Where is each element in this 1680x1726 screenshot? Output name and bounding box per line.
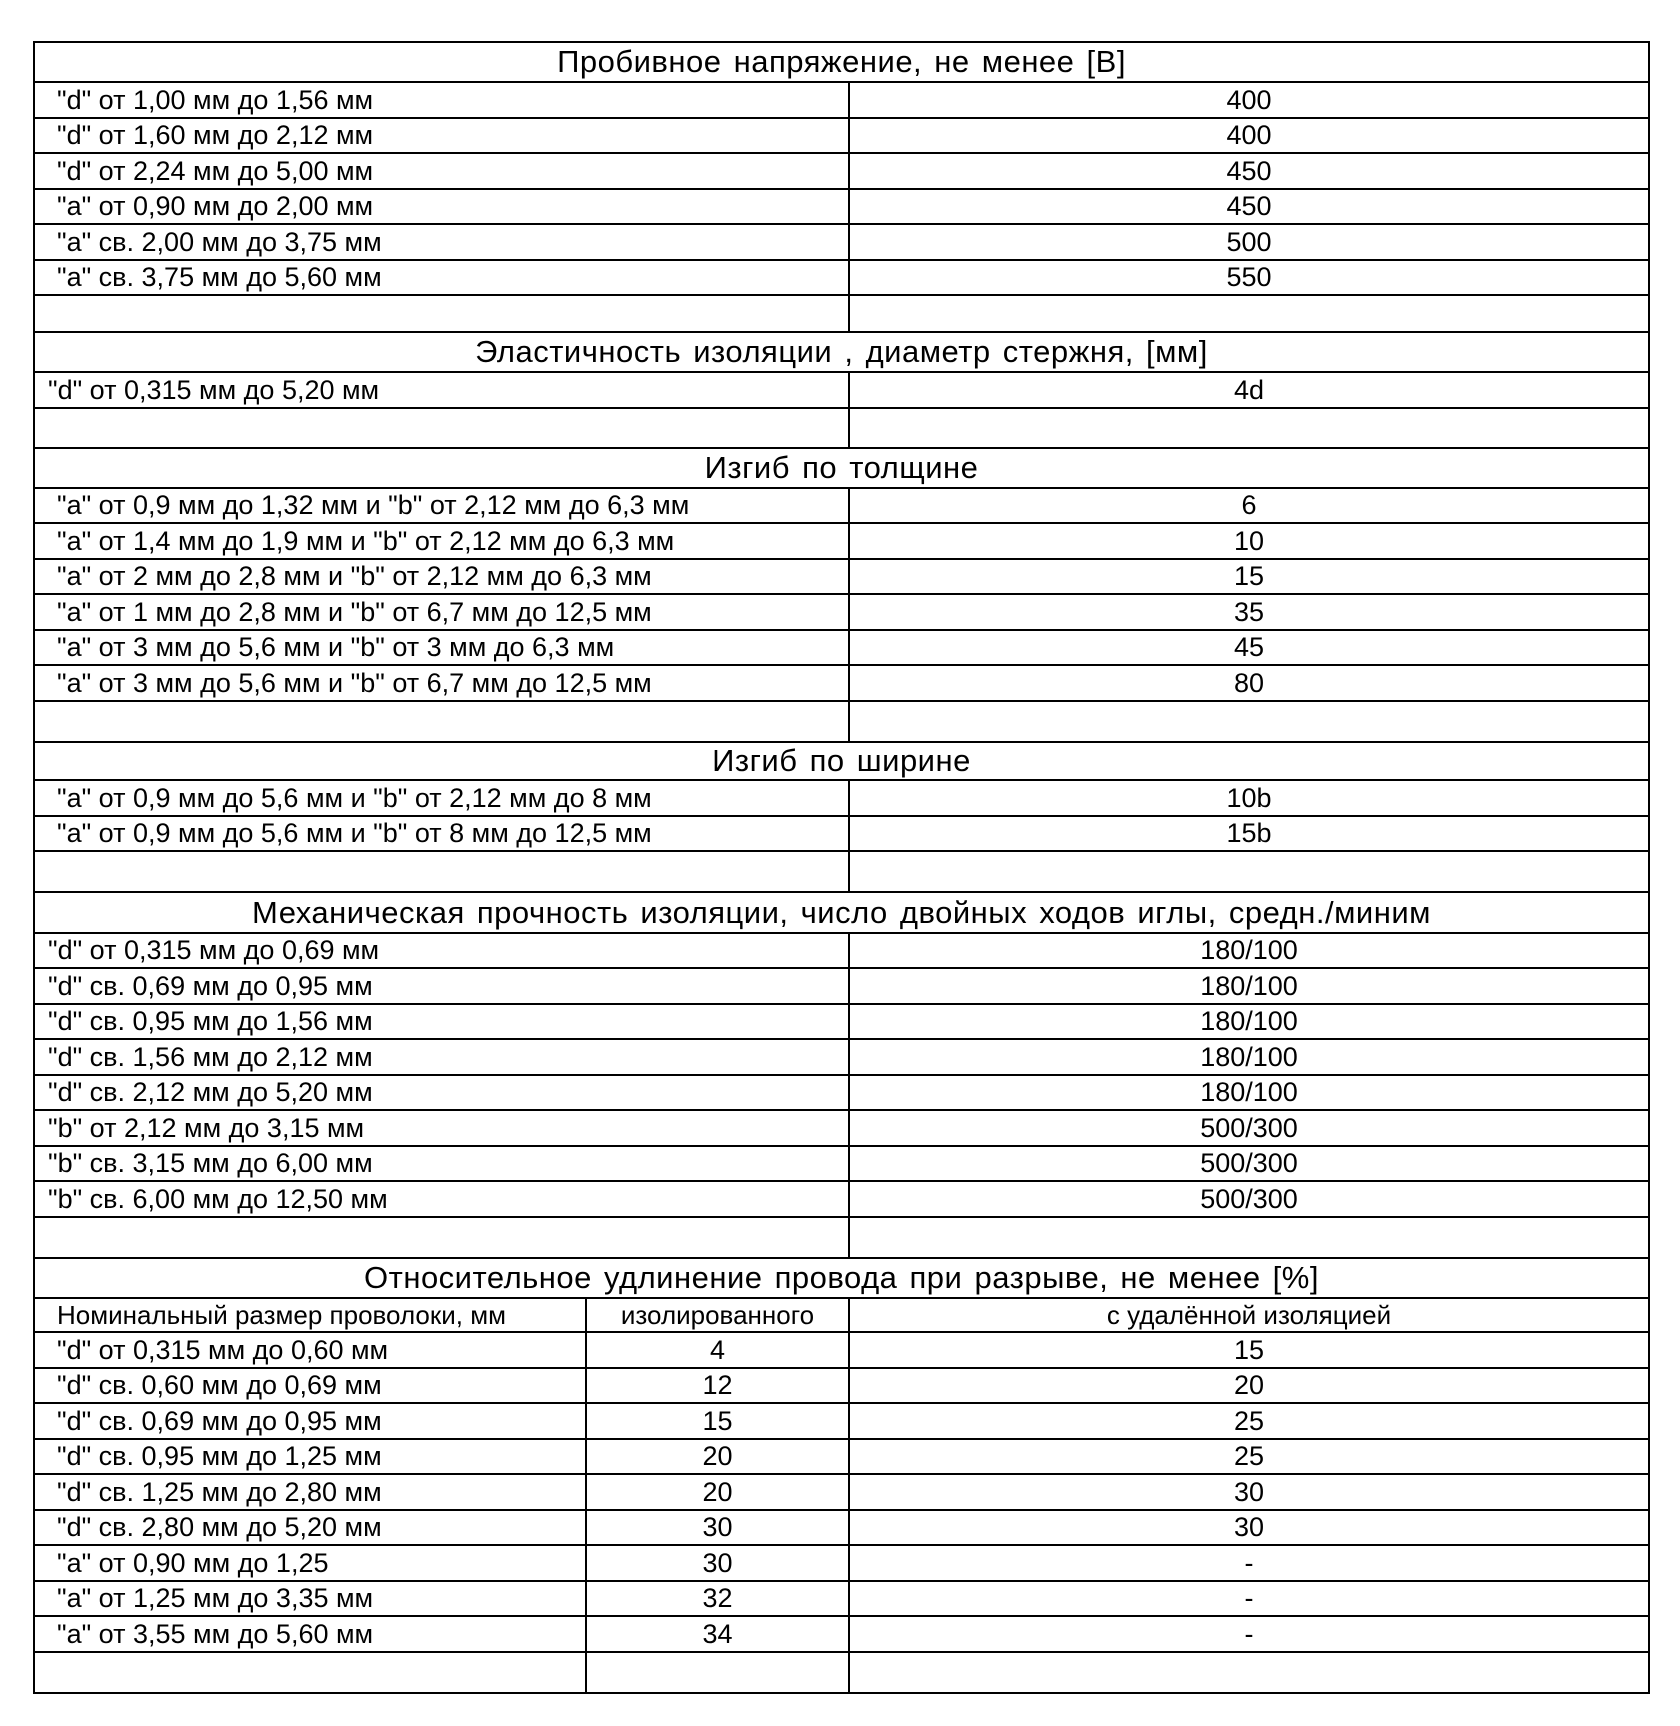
empty-cell [35,852,850,891]
row-label: "d" от 1,60 мм до 2,12 мм [35,119,850,152]
row-value: 180/100 [1200,1006,1298,1036]
row-size: "d" св. 0,95 мм до 1,25 мм [35,1440,587,1473]
row-label: "d" от 1,00 мм до 1,56 мм [35,83,850,117]
column-header-size: Номинальный размер проволоки, мм [35,1299,587,1331]
row-value: 500 [1226,226,1272,257]
table-row [35,595,1648,631]
row-label: "d" св. 0,95 мм до 1,56 мм [35,1005,850,1038]
table-row [35,1582,1648,1617]
section-title-row [35,333,1648,373]
section-title: Изгиб по ширине [712,743,971,778]
empty-cell [35,409,850,447]
row-size: "d" св. 2,80 мм до 5,20 мм [35,1511,587,1544]
table-row [35,119,1648,154]
row-value: 6 [1241,490,1257,520]
row-label: "a" от 3 мм до 5,6 мм и "b" от 3 мм до 6,3 мм [35,631,850,664]
empty-row [35,409,1648,449]
row-label: "a" от 3 мм до 5,6 мм и "b" от 6,7 мм до 12,5 мм [35,666,850,700]
row-label: "a" от 0,9 мм до 1,32 мм и "b" от 2,12 мм до 6,3 мм [35,489,850,522]
row-size: "d" св. 0,69 мм до 0,95 мм [35,1404,587,1438]
row-value: 10 [1233,525,1265,556]
section-title: Пробивное напряжение, не менее [В] [557,44,1126,79]
empty-cell [35,1218,850,1257]
table-row [35,1369,1648,1404]
section-title-row [35,1259,1648,1299]
row-value: 10b [1226,782,1272,813]
row-value: 180/100 [1200,970,1298,1001]
row-value: 35 [1233,596,1265,627]
row-value: 400 [1226,84,1272,115]
row-label: "b" от 2,12 мм до 3,15 мм [35,1111,850,1145]
row-insulated: 20 [587,1440,850,1473]
section-title: Относительное удлинение провода при разрыве, не менее [%] [364,1260,1319,1295]
row-size: "d" св. 1,25 мм до 2,80 мм [35,1475,587,1509]
table-row [35,1076,1648,1111]
table-row [35,1617,1648,1653]
row-label: "a" от 0,9 мм до 5,6 мм и "b" от 8 мм до 12,5 мм [35,817,850,850]
empty-cell [35,1653,587,1692]
column-header-row [35,1299,1648,1333]
row-insulated: 15 [587,1404,850,1438]
row-label: "a" св. 2,00 мм до 3,75 мм [35,225,850,259]
table-row [35,261,1648,296]
row-label: "b" св. 6,00 мм до 12,50 мм [35,1182,850,1216]
row-value: 550 [1226,262,1272,292]
table-row [35,1111,1648,1147]
table-row [35,781,1648,817]
row-value: 80 [1233,667,1265,698]
table-row [35,1333,1648,1369]
empty-cell [587,1653,850,1692]
empty-row [35,1653,1648,1692]
section-title-row [35,43,1648,83]
section-title: Механическая прочность изоляции, число двойных ходов иглы, средн./миним [252,894,1431,930]
row-insulated: 34 [587,1617,850,1651]
row-label: "d" от 2,24 мм до 5,00 мм [35,154,850,188]
row-stripped: - [1244,1618,1254,1649]
row-label: "a" от 1,4 мм до 1,9 мм и "b" от 2,12 мм до 6,3 мм [35,524,850,558]
table-row [35,489,1648,524]
table-row [35,1546,1648,1582]
row-size: "d" св. 0,60 мм до 0,69 мм [35,1369,587,1402]
table-row [35,1147,1648,1182]
empty-row [35,852,1648,893]
row-value: 450 [1226,191,1272,221]
section-title: Эластичность изоляции , диаметр стержня, [мм] [475,334,1208,369]
row-insulated: 32 [587,1582,850,1615]
table-row [35,631,1648,666]
row-insulated: 30 [587,1546,850,1580]
row-label: "d" св. 0,69 мм до 0,95 мм [35,969,850,1003]
row-insulated: 4 [587,1333,850,1367]
row-label: "a" от 0,9 мм до 5,6 мм и "b" от 2,12 мм до 8 мм [35,781,850,815]
column-header-stripped: с удалённой изоляцией [1106,1299,1392,1330]
table-row [35,1475,1648,1511]
row-label: "b" св. 3,15 мм до 6,00 мм [35,1147,850,1180]
row-value: 400 [1226,120,1272,150]
row-label: "a" от 1 мм до 2,8 мм и "b" от 6,7 мм до 12,5 мм [35,595,850,629]
row-insulated: 12 [587,1369,850,1402]
row-stripped: 30 [1233,1512,1265,1542]
row-value: 180/100 [1200,1077,1298,1107]
table-row [35,934,1648,969]
row-insulated: 30 [587,1511,850,1544]
row-label: "d" от 0,315 мм до 0,69 мм [35,934,850,967]
row-value: 500/300 [1200,1148,1298,1178]
row-label: "a" от 0,90 мм до 2,00 мм [35,190,850,223]
row-stripped: 25 [1233,1441,1265,1471]
empty-cell [35,296,850,331]
empty-row [35,296,1648,333]
empty-row [35,1218,1648,1259]
table-row [35,83,1648,119]
row-value: 180/100 [1200,935,1298,965]
row-label: "d" св. 2,12 мм до 5,20 мм [35,1076,850,1109]
row-value: 15 [1233,561,1265,591]
row-stripped: 20 [1233,1370,1265,1400]
table-row [35,1511,1648,1546]
table-row [35,154,1648,190]
row-value: 500/300 [1200,1183,1298,1214]
row-size: "a" от 1,25 мм до 3,35 мм [35,1582,587,1615]
table-row [35,969,1648,1005]
row-value: 500/300 [1200,1112,1298,1143]
column-header-insulated: изолированного [587,1299,850,1331]
row-stripped: 15 [1233,1334,1265,1365]
table-row [35,1404,1648,1440]
table-row [35,1040,1648,1076]
empty-cell [35,702,850,741]
section-title-row [35,449,1648,489]
section-title-row [35,743,1648,781]
section-title: Изгиб по толщине [704,450,979,485]
row-stripped: 30 [1233,1476,1265,1507]
section-title-row [35,893,1648,934]
row-value: 450 [1226,155,1272,186]
row-value: 4d [1233,374,1265,405]
row-stripped: 25 [1233,1405,1265,1436]
row-label: "d" от 0,315 мм до 5,20 мм [35,373,850,407]
row-value: 180/100 [1200,1041,1298,1072]
table-row [35,817,1648,852]
row-stripped: - [1244,1583,1254,1613]
row-insulated: 20 [587,1475,850,1509]
row-label: "d" св. 1,56 мм до 2,12 мм [35,1040,850,1074]
table-row [35,666,1648,702]
row-size: "d" от 0,315 мм до 0,60 мм [35,1333,587,1367]
table-row [35,524,1648,560]
row-size: "a" от 0,90 мм до 1,25 [35,1546,587,1580]
specifications-table [33,41,1650,1694]
empty-row [35,702,1648,743]
table-row [35,1440,1648,1475]
row-label: "a" св. 3,75 мм до 5,60 мм [35,261,850,294]
table-row [35,225,1648,261]
table-row [35,373,1648,409]
row-value: 15b [1226,818,1272,848]
table-row [35,560,1648,595]
table-row [35,1005,1648,1040]
row-size: "a" от 3,55 мм до 5,60 мм [35,1617,587,1651]
table-row [35,1182,1648,1218]
row-stripped: - [1244,1547,1254,1578]
row-label: "a" от 2 мм до 2,8 мм и "b" от 2,12 мм до 6,3 мм [35,560,850,593]
row-value: 45 [1233,632,1265,662]
table-row [35,190,1648,225]
